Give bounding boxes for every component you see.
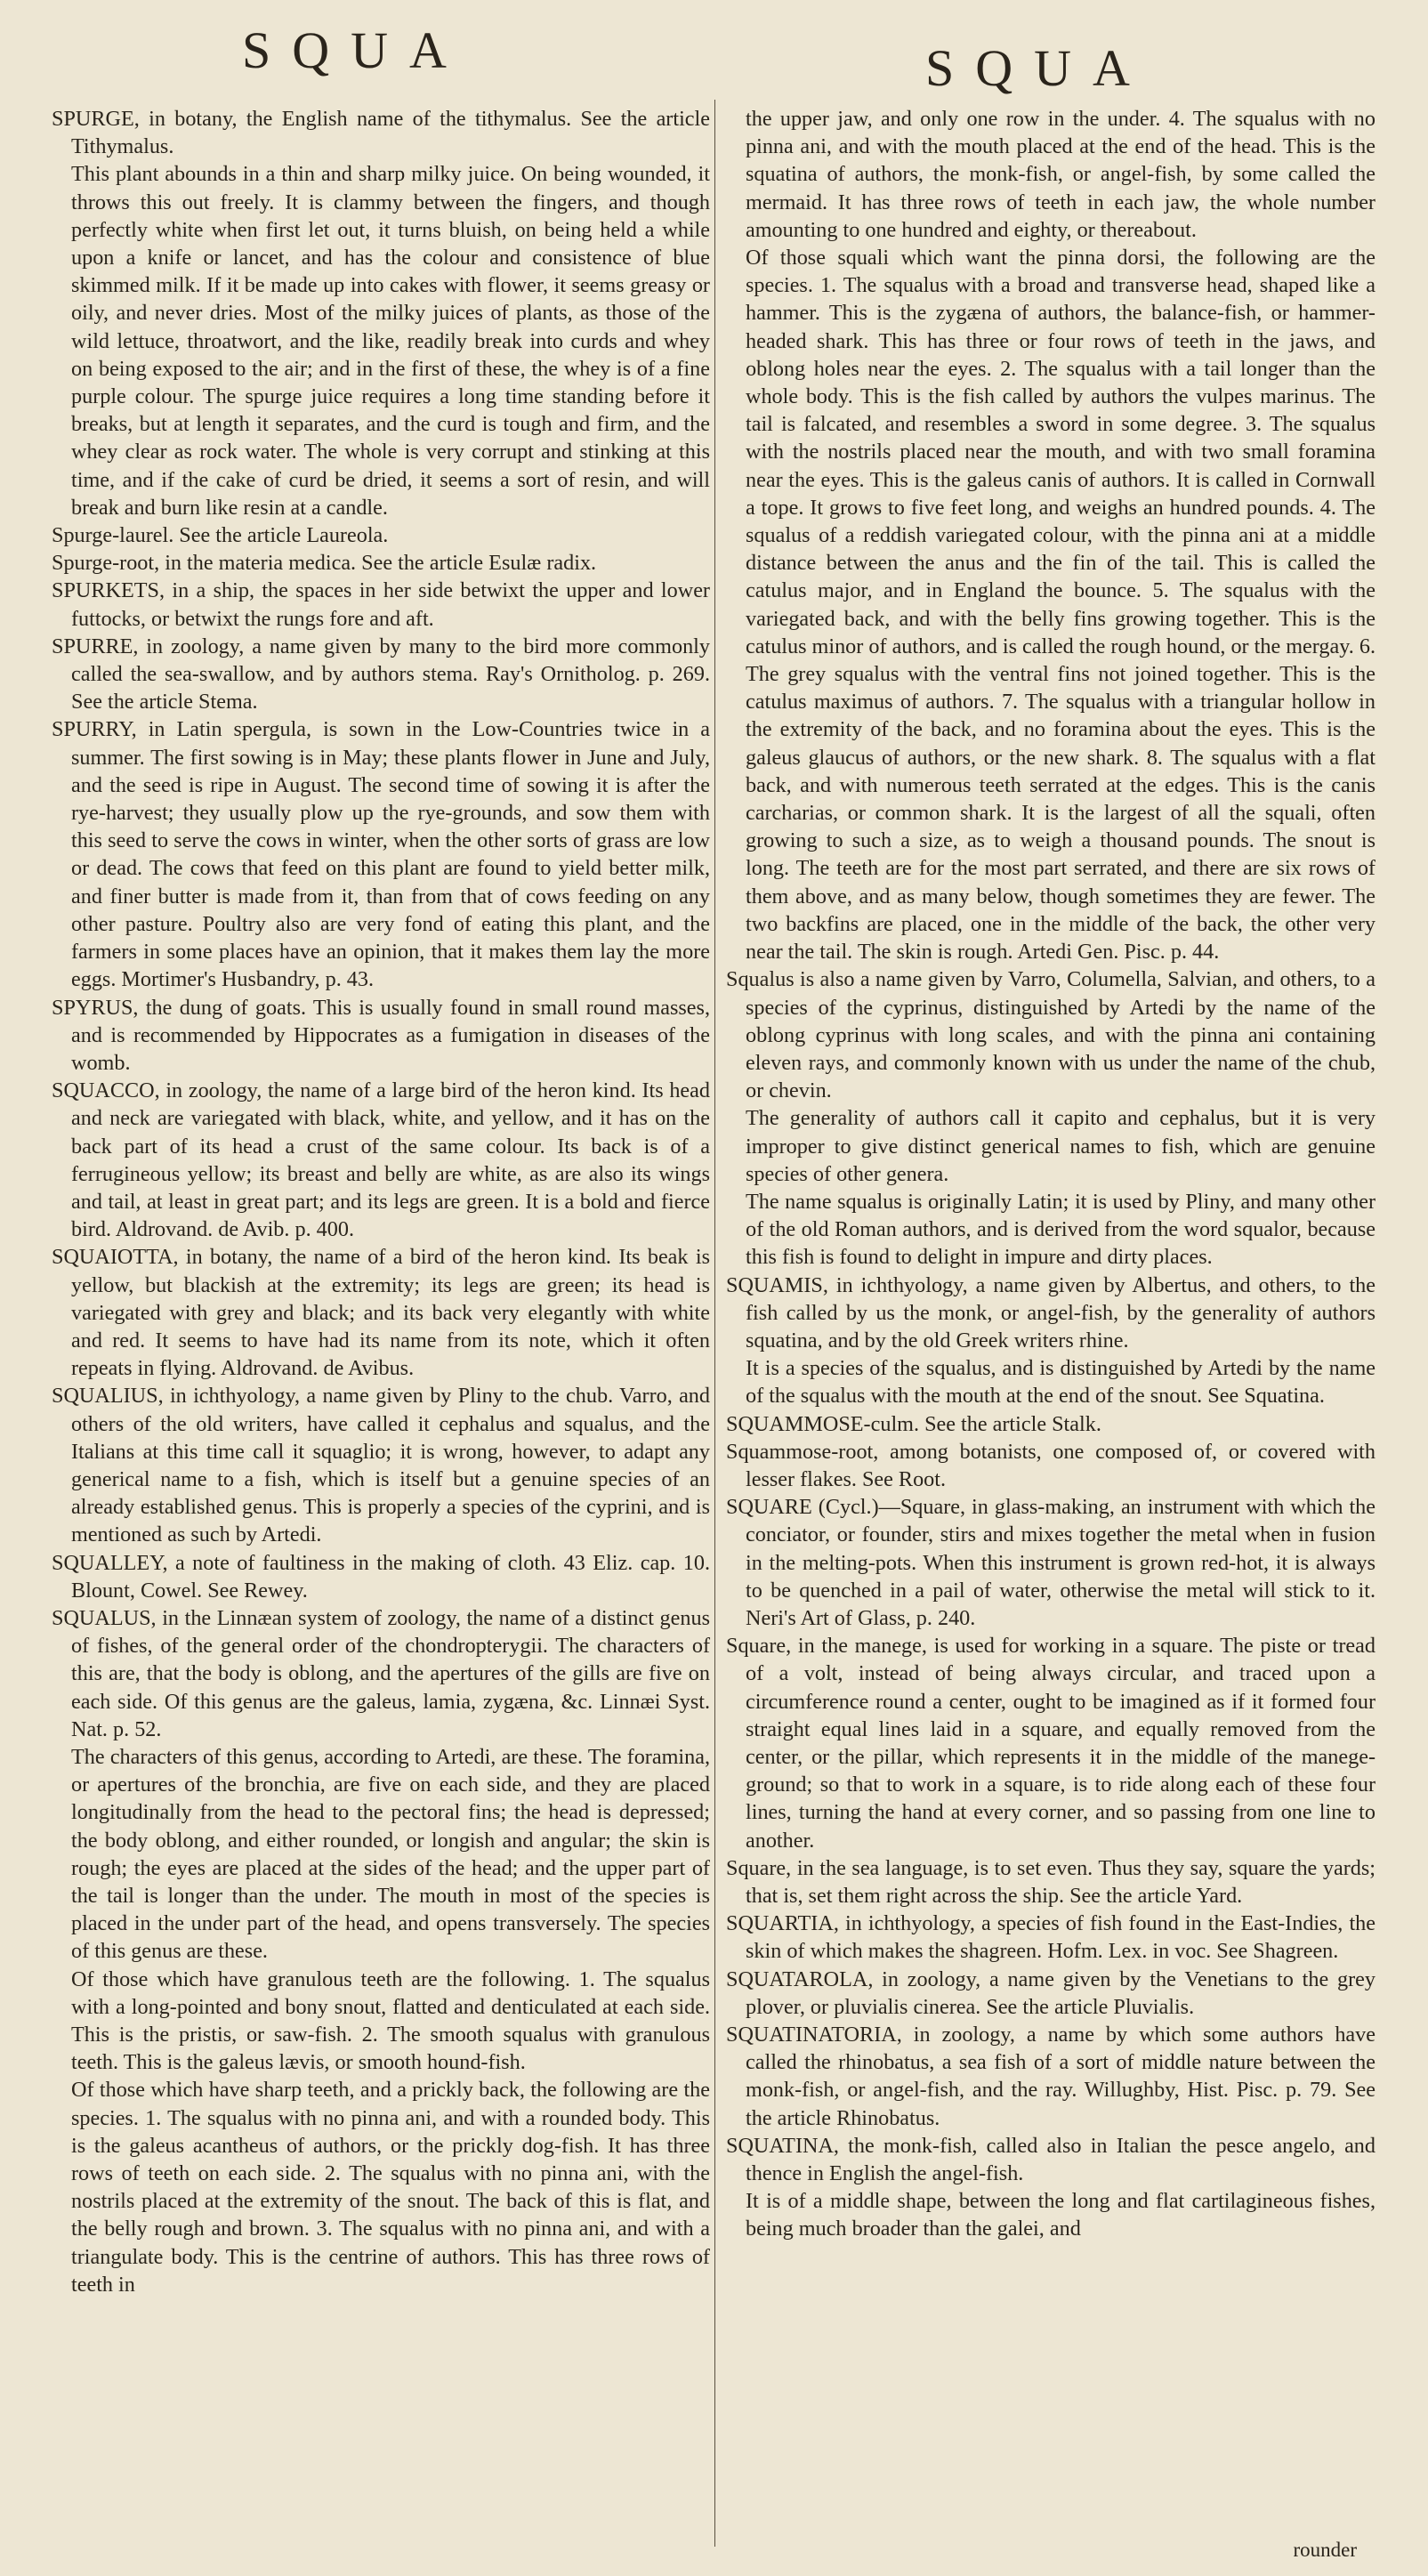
- entry-squatina-2: It is of a middle shape, between the long and flat cartilagineous fishes, being much broader than the galei, and: [746, 2189, 1376, 2241]
- entry-squalus-2nd-b: The generality of authors call it capito and cephalus, but it is very improper to give distinct generical names to fish, which are genuine species of other genera.: [746, 1106, 1376, 1186]
- entry-spurge: SPURGE, in botany, the English name of the tithymalus. See the article Tithymalus.: [52, 107, 710, 159]
- entry-squalus-3: Of those which have granulous teeth are the following. 1. The squalus with a long-pointed and bony snout, flatted and denticulated at each side. This is the pristis, or saw-fish. 2. The smooth squalus with granulous teeth. This is the galeus lævis, or smooth hound-fish.: [71, 1966, 710, 2075]
- entry-square-sea: Square, in the sea language, is to set even. Thus they say, square the yards; that is, set them right across the ship. See the article Yard.: [726, 1855, 1376, 1908]
- entry-squacco: SQUACCO, in zoology, the name of a large bird of the heron kind. Its head and neck are variegated with black, white, and yellow, and it has on the back part of its head a crust of the same colour. Its back is of a ferrugineous yellow; its breast and belly are white, as are also its wings and tail, at least in great part; and its legs are green. It is a bold and fierce bird. Aldrovand. de Avib. p. 400.: [52, 1078, 710, 1242]
- entry-squalus-2nd-c: The name squalus is originally Latin; it is used by Pliny, and many other of the old Roman authors, and is derived from the word squalor, because this fish is found to delight in impure and dirty places.: [746, 1189, 1376, 1270]
- entry-spurge-2: This plant abounds in a thin and sharp milky juice. On being wounded, it throws this out freely. It is clammy between the fingers, and though perfectly white when first let out, it turns bluish, on being held a while upon a knife or lancet, and has the colour and consistence of blue skimmed milk. If it be made up into cakes with flower, it seems greasy or oily, and never dries. Most of the milky juices of plants, as those of the wild lettuce, throatwort, and the like, readily break into curds and whey on being exposed to the air; and in the first of these, the whey is of a fine purple colour. The spurge juice requires a long time standing before it breaks, but at length it separates, and the curd is tough and firm, and the whey clear as rock water. The whole is very corrupt and stinking at this time, and if the cake of curd be dried, it seems a sort of resin, and will break and burn like resin at a candle.: [71, 162, 710, 520]
- entry-square-manege: Square, in the manege, is used for working in a square. The piste or tread of a volt, instead of being always circular, and traced upon a circumference round a center, ought to be imagined as if it formed four straight equal lines laid in a square, and equally removed from the center, or the pillar, which represents it in the middle of the manege-ground; so that to work in a square, is to ride along each of these four lines, turning the hand at every corner, and so passing from one line to another.: [726, 1634, 1376, 1853]
- entry-squalus-5: Of those squali which want the pinna dorsi, the following are the species. 1. The squalus with a broad and transverse head, shaped like a hammer. This is the zygæna of authors, the balance-fish, or hammer-headed shark. This has three or four rows of teeth in the jaws, and oblong holes near the eyes. 2. The squalus with a tail longer than the whole body. This is the fish called by authors the vulpes marinus. The tail is falcated, and resembles a sword in some degree. 3. The squalus with the nostrils placed near the mouth, and with two small foramina near the eyes. This is the galeus canis of authors. It is called in Cornwall a tope. It grows to five feet long, and weighs an hundred pounds. 4. The squalus of a reddish variegated colour, with the pinna ani at a middle distance between the anus and the fin of the tail. This is called the catulus major, and in England the bounce. 5. The squalus with the variegated back, and with the belly fins growing together. This is the catulus minor of authors, and is called the rough hound, or the mergay. 6. The grey squalus with the ventral fins not joined together. This is the catulus maximus of authors. 7. The squalus with a triangular hollow in the extremity of the back, and no foramina about the eyes. This is the galeus glaucus of authors, or the new shark. 8. The squalus with a flat back, and with numerous teeth serrated at the edges. This is the canis carcharias, or common shark. It is the largest of all the squali, often growing to such a size, as to weigh a thousand pounds. The snout is long. The teeth are for the most part serrated, and there are six rows of them above, and as many below, though sometimes they are fewer. The two backfins are placed, one in the middle of the back, the other very near the tail. The skin is rough. Artedi Gen. Pisc. p. 44.: [746, 246, 1376, 965]
- entry-squamis-2: It is a species of the squalus, and is distinguished by Artedi by the name of the squalus with the mouth at the end of the snout. See Squatina.: [746, 1356, 1376, 1409]
- column-rule: [714, 100, 715, 2547]
- entry-squammose-root: Squammose-root, among botanists, one composed of, or covered with lesser flakes. See Root.: [726, 1439, 1376, 1491]
- entry-squalus-4: Of those which have sharp teeth, and a prickly back, the following are the species. 1. The squalus with no pinna ani, and with a rounded body. This is the galeus acantheus of authors, or the prickly dog-fish. It has three rows of teeth on each side. 2. The squalus with no pinna ani, with the nostrils placed at the extremity of the snout. The back of this is flat, and the belly rough and brown. 3. The squalus with no pinna ani, and with a triangulate body. This is the centrine of authors. This has three rows of teeth in: [71, 2078, 710, 2297]
- entry-spurry: SPURRY, in Latin spergula, is sown in the Low-Countries twice in a summer. The first sowing is in May; these plants flower in June and July, and the seed is ripe in August. The second time of sowing it is after the rye-harvest; they usually plow up the rye-grounds, and sow them with this seed to serve the cows in winter, when the other sorts of grass are low or dead. The cows that feed on this plant are found to yield better milk, and finer butter is made from it, than from that of cows feeding on any other pasture. Poultry also are very fond of eating this plant, and the farmers in some places have an opinion, that it makes them lay the more eggs. Mortimer's Husbandry, p. 43.: [52, 717, 710, 992]
- entry-spurge-laurel: Spurge-laurel. See the article Laureola.: [52, 523, 389, 548]
- entry-squalley: SQUALLEY, a note of faultiness in the making of cloth. 43 Eliz. cap. 10. Blount, Cowel. See Rewey.: [52, 1550, 710, 1603]
- entry-spurre: SPURRE, in zoology, a name given by many to the bird more commonly called the sea-swallow, and by authors stema. Ray's Ornitholog. p. 269. See the article Stema.: [52, 634, 710, 715]
- entry-squalius: SQUALIUS, in ichthyology, a name given by Pliny to the chub. Varro, and others of the old writers, have called it cephalus and squalus, and the Italians at this time call it squaglio; it is wrong, however, to adapt any generical name to a fish, which is itself but a genuine species of an already established genus. This is properly a species of the cyprini, and is mentioned as such by Artedi.: [52, 1384, 710, 1547]
- entry-squatarola: SQUATAROLA, in zoology, a name given by the Venetians to the grey plover, or pluvialis cinerea. See the article Pluvialis.: [726, 1966, 1376, 2019]
- entry-squaiotta: SQUAIOTTA, in botany, the name of a bird of the heron kind. Its beak is yellow, but blackish at the extremity; its legs are green; its head is variegated with grey and black; and its back very elegantly with white and red. It seems to have had its name from its note, which it often repeats in flying. Aldrovand. de Avibus.: [52, 1245, 710, 1381]
- catchword: rounder: [1293, 2539, 1357, 2561]
- entry-spurge-root: Spurge-root, in the materia medica. See the article Esulæ radix.: [52, 551, 597, 576]
- entry-squalus-2: The characters of this genus, according to Artedi, are these. The foramina, or apertures of the bronchia, are five on each side, and they are placed longitudinally from the head to the pectoral fins; the head is depressed; the body oblong, and either rounded, or longish and angular; the skin is rough; the eyes are placed at the sides of the head; and the upper part of the tail is longer than the under. The mouth in most of the species is placed in the under part of the head, and opens transversely. The species of this genus are these.: [71, 1744, 710, 1964]
- left-column: [52, 105, 710, 2298]
- entry-square: SQUARE (Cycl.)—Square, in glass-making, an instrument with which the conciator, or founder, stirs and mixes together the metal when in fusion in the melting-pots. When this instrument is grown red-hot, it is always to be quenched in a pail of water, otherwise the metal will stick to it. Neri's Art of Glass, p. 240.: [726, 1495, 1376, 1630]
- entry-spurkets: SPURKETS, in a ship, the spaces in her side betwixt the upper and lower futtocks, or betwixt the rungs fore and aft.: [52, 578, 710, 631]
- entry-squalus: SQUALUS, in the Linnæan system of zoology, the name of a distinct genus of fishes, of the general order of the chondropterygii. The characters of this are, that the body is oblong, and the apertures of the gills are five on each side. Of this genus are the galeus, lamia, zygæna, &c. Linnæi Syst. Nat. p. 52.: [52, 1605, 710, 1741]
- entry-squalus-2nd: Squalus is also a name given by Varro, Columella, Salvian, and others, to a species of the cyprinus, distinguished by Artedi by the name of the oblong cyprinus with long scales, and with the pinna ani containing eleven rays, and commonly known with us under the name of the chub, or chevin.: [726, 967, 1376, 1103]
- running-head-left: SQUA: [242, 21, 468, 79]
- entry-squammose-culm: SQUAMMOSE-culm. See the article Stalk.: [726, 1411, 1101, 1436]
- entry-squalus-cont: the upper jaw, and only one row in the under. 4. The squalus with no pinna ani, and with the mouth placed at the end of the head. This is the squatina of authors, the monk-fish, or angel-fish, by some called the mermaid. It has three rows of teeth in each jaw, the whole number amounting to one hundred and eighty, or thereabout.: [746, 107, 1376, 242]
- entry-spyrus: SPYRUS, the dung of goats. This is usually found in small round masses, and is recommended by Hippocrates as a fumigation in diseases of the womb.: [52, 995, 710, 1075]
- right-column: [726, 105, 1376, 2243]
- running-head-right: SQUA: [925, 39, 1151, 97]
- entry-squatina: SQUATINA, the monk-fish, called also in Italian the pesce angelo, and thence in English the angel-fish.: [726, 2133, 1376, 2186]
- entry-squatinatoria: SQUATINATORIA, in zoology, a name by which some authors have called the rhinobatus, a sea fish of a sort of middle nature between the monk-fish, or angel-fish, and the ray. Willughby, Hist. Pisc. p. 79. See the article Rhinobatus.: [726, 2023, 1376, 2130]
- entry-squartia: SQUARTIA, in ichthyology, a species of fish found in the East-Indies, the skin of which makes the shagreen. Hofm. Lex. in voc. See Shagreen.: [726, 1911, 1376, 1964]
- entry-squamis: SQUAMIS, in ichthyology, a name given by Albertus, and others, to the fish called by us the monk, or angel-fish, by the generality of authors squatina, and by the old Greek writers rhine.: [726, 1272, 1376, 1353]
